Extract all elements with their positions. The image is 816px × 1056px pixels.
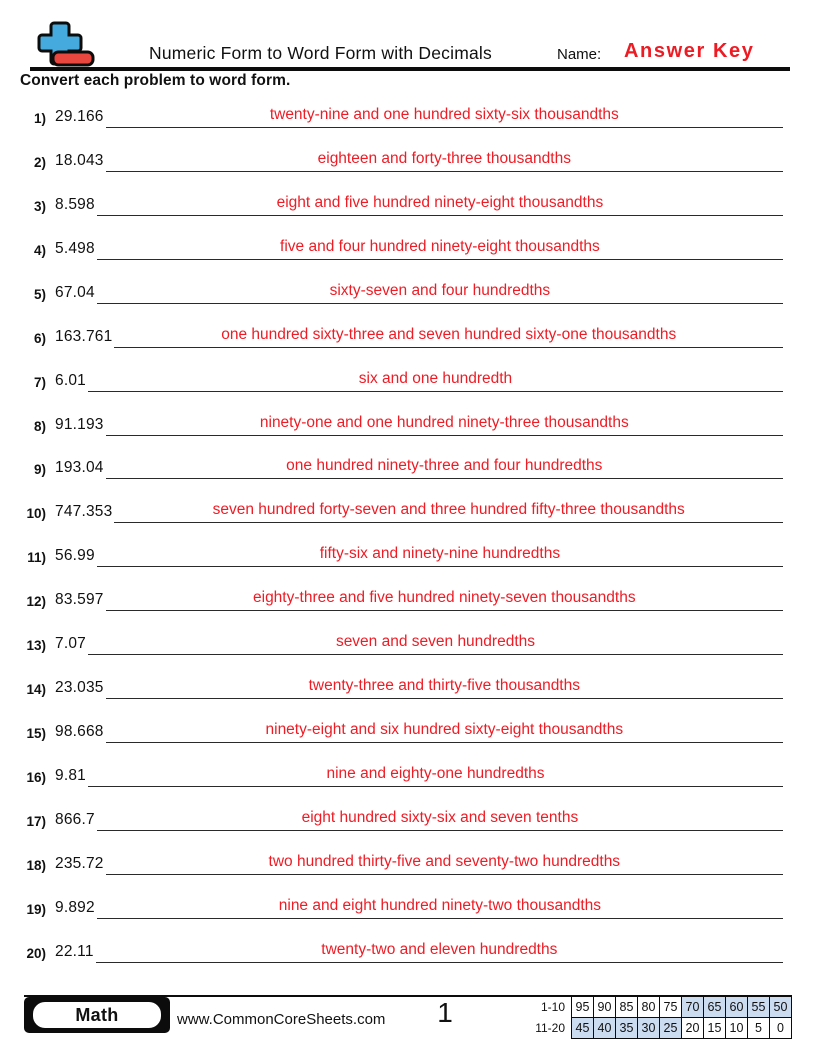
answer-line xyxy=(106,589,783,611)
answer-line xyxy=(106,106,783,128)
answer-text: eighteen and forty-three thousandths xyxy=(317,149,571,167)
instruction-text: Convert each problem to word form. xyxy=(20,72,291,89)
problem-value: 8.598 xyxy=(55,195,95,213)
score-cell: 30 xyxy=(638,1018,660,1039)
answer-line xyxy=(106,150,783,172)
score-row xyxy=(535,1018,791,1039)
answer-line xyxy=(106,457,783,479)
problem-row xyxy=(0,272,816,316)
answer-text: one hundred sixty-three and seven hundred sixty-one thousandths xyxy=(221,325,677,343)
problem-number: 16) xyxy=(26,770,46,785)
answer-text: seven and seven hundredths xyxy=(335,633,536,651)
problem-number: 7) xyxy=(33,374,46,390)
score-row-label: 1-10 xyxy=(540,1000,565,1014)
problem-number: 12) xyxy=(26,594,46,610)
problem-row xyxy=(0,360,816,404)
answer-line xyxy=(106,721,783,743)
name-label: Name: xyxy=(557,46,602,63)
answer-line xyxy=(97,897,783,919)
problem-value: 18.043 xyxy=(55,151,104,169)
problem-row xyxy=(0,96,816,140)
problem-value: 9.81 xyxy=(55,767,86,784)
score-cell: 35 xyxy=(616,1018,638,1039)
problem-number: 4) xyxy=(33,242,46,258)
answer-line xyxy=(106,414,783,436)
problem-number: 14) xyxy=(26,682,46,698)
problem-row xyxy=(0,799,816,843)
score-cell: 80 xyxy=(638,997,660,1018)
score-cell: 0 xyxy=(770,1018,792,1039)
score-cell: 25 xyxy=(660,1018,682,1039)
problem-value: 83.597 xyxy=(55,591,104,609)
answer-line xyxy=(88,370,783,392)
problem-number: 15) xyxy=(26,726,46,742)
score-cell: 40 xyxy=(594,1018,616,1039)
problem-value: 23.035 xyxy=(55,679,104,697)
problem-value: 866.7 xyxy=(55,810,95,828)
problem-number: 10) xyxy=(26,506,46,522)
problem-value: 163.761 xyxy=(55,327,113,345)
problem-number: 11) xyxy=(27,550,46,566)
score-cell: 95 xyxy=(572,997,594,1018)
score-table xyxy=(535,996,792,1039)
problem-number: 18) xyxy=(26,857,46,873)
answer-text: two hundred thirty-five and seventy-two hundredths xyxy=(268,852,621,870)
answer-text: seven hundred forty-seven and three hundred fifty-three thousandths xyxy=(212,501,685,519)
problem-number: 3) xyxy=(33,198,46,214)
problem-number: 2) xyxy=(33,154,46,170)
answer-line xyxy=(106,853,783,875)
problem-row xyxy=(0,535,816,579)
answer-line xyxy=(96,941,783,963)
page-number: 1 xyxy=(437,997,453,1028)
problem-number: 8) xyxy=(33,418,46,434)
answer-line xyxy=(114,501,783,523)
problems-list xyxy=(0,96,816,975)
problem-value: 9.892 xyxy=(55,898,95,916)
answer-line xyxy=(97,809,783,831)
problem-value: 5.498 xyxy=(55,239,95,257)
answer-key-value: Answer Key xyxy=(624,40,755,62)
problem-value: 91.193 xyxy=(55,415,104,433)
answer-line xyxy=(88,633,783,655)
problem-value: 6.01 xyxy=(55,371,86,389)
problem-number: 13) xyxy=(26,638,46,654)
plus-minus-logo-icon xyxy=(33,20,97,73)
problem-row xyxy=(0,755,816,799)
answer-text: twenty-two and eleven hundredths xyxy=(321,940,558,958)
score-cell: 10 xyxy=(726,1018,748,1039)
problem-number: 5) xyxy=(33,286,46,302)
website-url: www.CommonCoreSheets.com xyxy=(177,1011,386,1028)
problem-number: 20) xyxy=(26,945,46,961)
score-row-label: 11-20 xyxy=(535,1021,565,1035)
subject-badge-label: Math xyxy=(32,1001,162,1029)
score-cell: 15 xyxy=(704,1018,726,1039)
answer-line xyxy=(97,545,783,567)
problem-row xyxy=(0,228,816,272)
score-row xyxy=(535,997,791,1018)
problem-value: 22.11 xyxy=(55,942,94,960)
problem-value: 193.04 xyxy=(55,459,104,477)
problem-row xyxy=(0,711,816,755)
answer-text: twenty-nine and one hundred sixty-six thousandths xyxy=(269,105,619,123)
answer-text: six and one hundredth xyxy=(358,369,513,387)
problem-number: 6) xyxy=(33,330,46,346)
problem-value: 98.668 xyxy=(55,723,104,741)
problem-row xyxy=(0,931,816,975)
problem-value: 235.72 xyxy=(55,854,104,872)
answer-text: one hundred ninety-three and four hundredths xyxy=(286,457,603,475)
score-cell: 50 xyxy=(770,997,792,1018)
answer-text: eight and five hundred ninety-eight thousandths xyxy=(276,193,604,211)
score-cell: 20 xyxy=(682,1018,704,1039)
problem-row xyxy=(0,316,816,360)
answer-text: five and four hundred ninety-eight thousandths xyxy=(280,237,600,255)
problem-value: 67.04 xyxy=(55,283,95,301)
problem-row xyxy=(0,140,816,184)
answer-text: sixty-seven and four hundredths xyxy=(329,281,551,299)
answer-line xyxy=(97,282,783,304)
problem-number: 19) xyxy=(26,901,46,917)
problem-value: 29.166 xyxy=(55,107,104,125)
answer-text: ninety-eight and six hundred sixty-eight thousandths xyxy=(265,721,624,739)
answer-text: eight hundred sixty-six and seven tenths xyxy=(301,808,579,826)
answer-text: nine and eight hundred ninety-two thousandths xyxy=(278,896,602,914)
score-cell: 5 xyxy=(748,1018,770,1039)
answer-text: ninety-one and one hundred ninety-three thousandths xyxy=(259,413,629,431)
score-cell: 45 xyxy=(572,1018,594,1039)
score-cell: 65 xyxy=(704,997,726,1018)
answer-line xyxy=(88,765,783,787)
answer-text: nine and eighty-one hundredths xyxy=(326,765,545,782)
problem-row xyxy=(0,887,816,931)
page-title: Numeric Form to Word Form with Decimals xyxy=(149,43,492,63)
score-cell: 85 xyxy=(616,997,638,1018)
problem-number: 1) xyxy=(33,110,46,126)
header-divider xyxy=(30,67,790,71)
problem-row xyxy=(0,579,816,623)
score-cell: 90 xyxy=(594,997,616,1018)
score-cell: 70 xyxy=(682,997,704,1018)
score-cell: 75 xyxy=(660,997,682,1018)
answer-line xyxy=(114,326,783,348)
answer-text: twenty-three and thirty-five thousandths xyxy=(308,677,580,695)
problem-row xyxy=(0,491,816,535)
problem-row xyxy=(0,667,816,711)
answer-text: fifty-six and ninety-nine hundredths xyxy=(319,545,561,563)
score-cell: 55 xyxy=(748,997,770,1018)
problem-number: 9) xyxy=(33,462,46,478)
problem-value: 747.353 xyxy=(55,503,113,521)
answer-text: eighty-three and five hundred ninety-seven thousandths xyxy=(253,589,636,607)
answer-line xyxy=(97,238,783,260)
problem-row xyxy=(0,184,816,228)
problem-row xyxy=(0,404,816,448)
problem-row xyxy=(0,843,816,887)
problem-row xyxy=(0,623,816,667)
problem-number: 17) xyxy=(26,813,46,829)
answer-line xyxy=(106,677,783,699)
subject-badge xyxy=(24,997,170,1033)
problem-value: 56.99 xyxy=(55,547,95,565)
answer-line xyxy=(97,194,783,216)
problem-row xyxy=(0,448,816,492)
problem-value: 7.07 xyxy=(55,635,86,653)
score-cell: 60 xyxy=(726,997,748,1018)
